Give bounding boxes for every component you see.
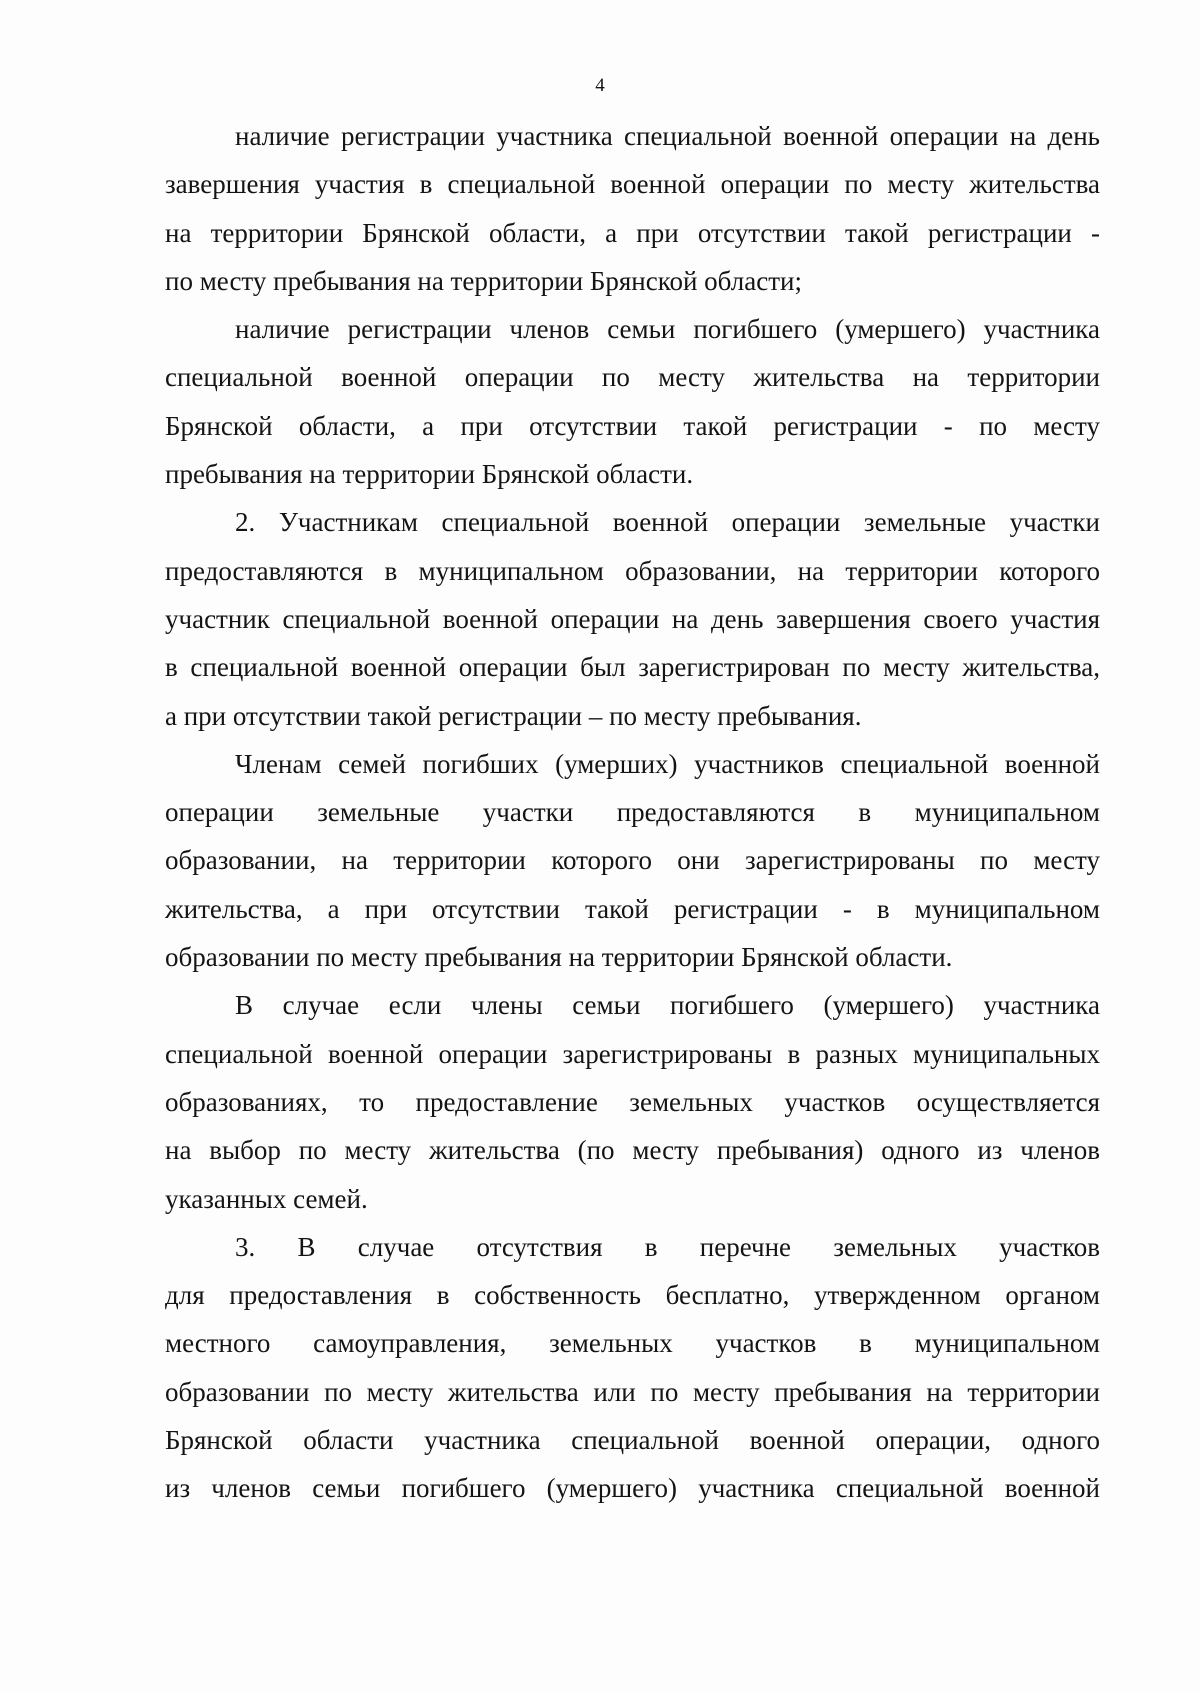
text-line: образовании по месту жительства или по месту пребывания на территории: [165, 1376, 1100, 1407]
paragraph-item-3: [165, 1223, 1100, 1513]
text-line: из членов семьи погибшего (умершего) участника специальной военной: [165, 1473, 1100, 1504]
paragraph-different-municipalities: [165, 981, 1100, 1222]
text-line: образовании, на территории которого они зарегистрированы по месту: [165, 845, 1100, 876]
paragraph-registration-family: [165, 305, 1100, 498]
text-line: образованиях, то предоставление земельных участков осуществляется: [165, 1086, 1100, 1117]
text-line: специальной военной операции по месту жительства на территории: [165, 362, 1100, 393]
text-line: местного самоуправления, земельных участков в муниципальном: [165, 1328, 1100, 1359]
text-line: завершения участия в специальной военной операции по месту жительства: [165, 169, 1100, 200]
text-line: указанных семей.: [165, 1183, 368, 1214]
text-line: операции земельные участки предоставляются в муниципальном: [165, 797, 1100, 828]
text-line: специальной военной операции зарегистрированы в разных муниципальных: [165, 1038, 1100, 1069]
text-line: Брянской области участника специальной военной операции, одного: [165, 1425, 1100, 1456]
text-line: Брянской области, а при отсутствии такой регистрации - по месту: [165, 410, 1100, 441]
text-line: наличие регистрации членов семьи погибшего (умершего) участника: [235, 314, 1100, 345]
text-line: наличие регистрации участника специальной военной операции на день: [235, 121, 1100, 151]
text-line: 3. В случае отсутствия в перечне земельных участков: [235, 1231, 1100, 1262]
text-line: участник специальной военной операции на день завершения своего участия: [165, 603, 1100, 634]
text-line: пребывания на территории Брянской области.: [165, 459, 694, 490]
paragraph-registration-participant: [165, 112, 1100, 305]
text-line: В случае если члены семьи погибшего (умершего) участника: [235, 990, 1100, 1021]
text-line: на территории Брянской области, а при отсутствии такой регистрации -: [165, 217, 1100, 248]
paragraph-family-members: [165, 740, 1100, 981]
text-line: Членам семей погибших (умерших) участников специальной военной: [235, 748, 1100, 779]
text-line: жительства, а при отсутствии такой регистрации - в муниципальном: [165, 893, 1100, 924]
text-line: в специальной военной операции был зарегистрирован по месту жительства,: [165, 652, 1100, 683]
paragraph-item-2: [165, 498, 1100, 739]
text-line: а при отсутствии такой регистрации – по месту пребывания.: [165, 700, 862, 731]
text-line: для предоставления в собственность бесплатно, утвержденном органом: [165, 1280, 1100, 1311]
text-line: образовании по месту пребывания на территории Брянской области.: [165, 942, 953, 973]
text-line: 2. Участникам специальной военной операции земельные участки: [235, 507, 1100, 538]
text-line: по месту пребывания на территории Брянской области;: [165, 265, 802, 296]
document-body: [165, 112, 1100, 1513]
text-line: предоставляются в муниципальном образовании, на территории которого: [165, 555, 1100, 586]
text-line: на выбор по месту жительства (по месту пребывания) одного из членов: [165, 1135, 1100, 1166]
page-number: 4: [595, 75, 605, 96]
